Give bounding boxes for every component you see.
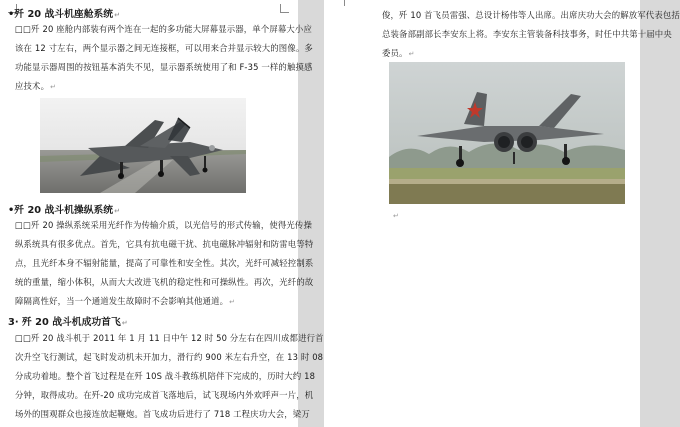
- paragraph-return-mark: ↵: [393, 212, 400, 220]
- paragraph-line: 总装备部副部长李安东上将。李安东主管装备科技事务，时任中共第十届中央: [382, 29, 672, 39]
- paragraph-line: 分成功着地。整个首飞过程是在歼 10S 战斗教练机陪伴下完成的，历时大约 18: [15, 371, 316, 381]
- paragraph-line: 点，且光纤本身不辐射能量，提高了可靠性和安全性。其次，光纤可减轻控制系: [15, 258, 314, 268]
- section-heading-first-flight: 3· 歼 20 战斗机成功首飞↵: [8, 317, 128, 328]
- paragraph-line: 功能显示器周围的按钮基本消失不见，显示器系统使用了和 F-35 一样的触摸感: [15, 62, 313, 72]
- section-heading-control: •歼 20 战斗机操纵系统↵: [8, 205, 120, 216]
- paragraph-line: 俊，歼 10 首飞员雷强、总设计杨伟等人出席。出席庆功大会的解放军代表包括: [382, 10, 680, 20]
- paragraph-line: 委员。↵: [382, 48, 415, 58]
- document-page-left: [0, 0, 324, 427]
- paragraph-line: □□歼 20 操纵系统采用光纤作为传输介质，以光信号的形式传输，使得光传操: [15, 220, 312, 230]
- paragraph-line: 纵系统具有很多优点。首先，它具有抗电磁干扰、抗电磁脉冲辐射和防雷电等特: [15, 239, 314, 249]
- margin-corner-mark: [336, 0, 345, 6]
- jet-photo-rear-view: [389, 62, 625, 204]
- paragraph-line: 应技术。↵: [15, 81, 57, 91]
- paragraph-line: 场外的围观群众也接连放起鞭炮。首飞成功后进行了 718 工程庆功大会，梁万: [15, 409, 310, 419]
- section-heading-cockpit: •歼 20 战斗机座舱系统↵: [8, 9, 120, 20]
- paragraph-line: □□歼 20 战斗机于 2011 年 1 月 11 日中午 12 时 50 分左右在四川成都进行首: [15, 333, 324, 343]
- paragraph-line: 统的重量，缩小体积，从而大大改进飞机的稳定性和可操纵性。再次，光纤的故: [15, 277, 314, 287]
- paragraph-line: 分钟，取得成功。在歼-20 成功完成首飞落地后，试飞现场内外欢呼声一片，机: [15, 390, 314, 400]
- paragraph-line: □□歼 20 座舱内部装有两个连在一起的多功能大屏幕显示器，单个屏幕大小应: [15, 24, 312, 34]
- paragraph-line: 该在 12 寸左右，两个显示器之间无连接框，可以用来合并显示较大的图像。多: [15, 43, 313, 53]
- margin-corner-mark: [280, 4, 289, 13]
- document-page-right: [324, 0, 680, 427]
- jet-photo-canopy-open: [40, 98, 246, 193]
- paragraph-line: 次升空飞行测试，起飞时发动机未开加力，滑行约 900 米左右升空，在 13 时 08: [15, 352, 324, 362]
- paragraph-line: 障隔离性好，当一个通道发生故障时不会影响其他通道。↵: [15, 296, 236, 306]
